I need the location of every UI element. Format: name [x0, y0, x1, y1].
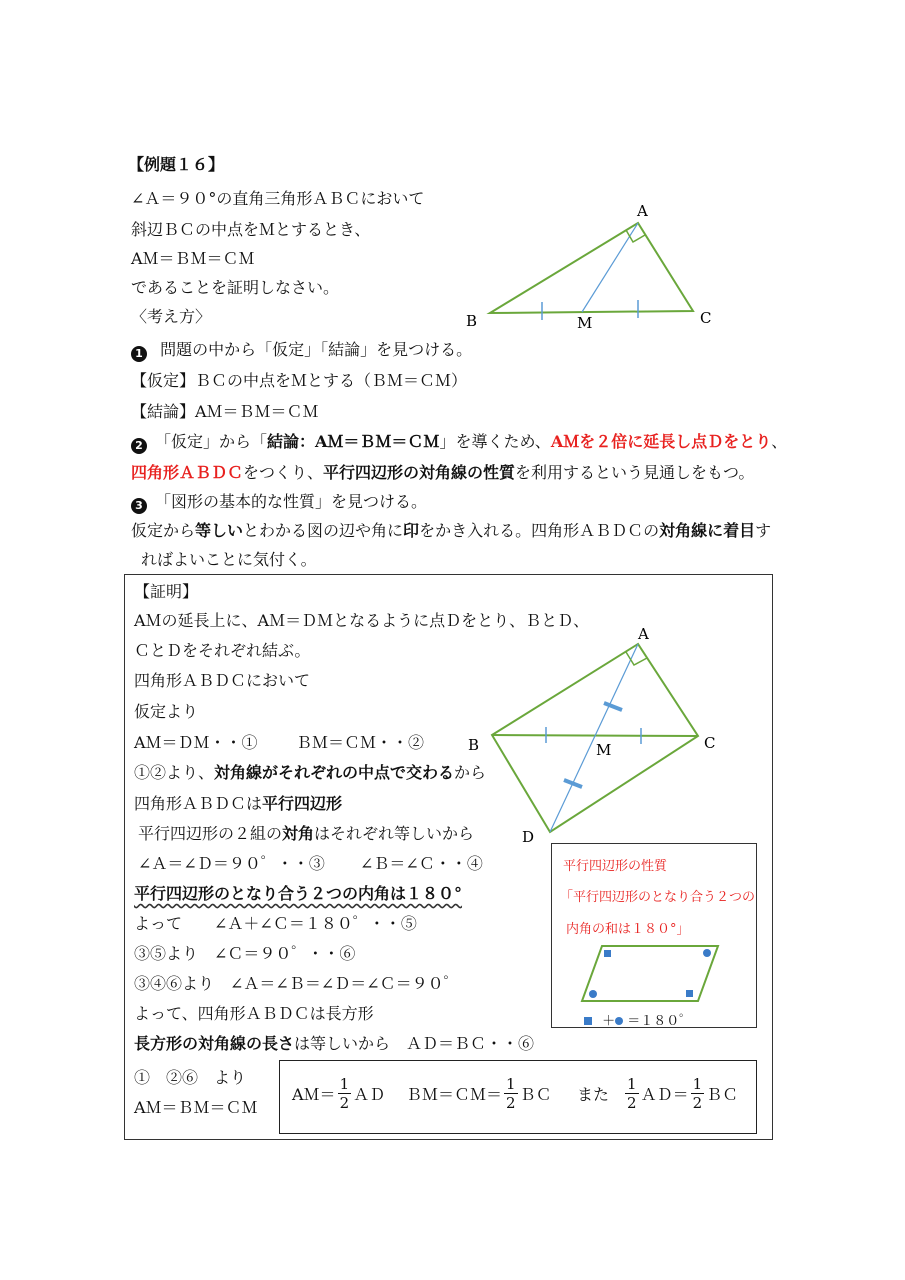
angle-circle-mark — [589, 990, 597, 998]
problem-line: 斜辺ＢＣの中点をＭとするとき、 — [131, 220, 371, 239]
proof-line: 仮定より — [134, 702, 199, 721]
approach-step-2: 2 「仮定」から「結論：AＭ＝ＢＭ＝ＣＭ」を導くため、AＭを２倍に延長し点Ｄをとり、 — [131, 432, 787, 454]
approach-step-3-detail-cont: ればよいことに気付く。 — [141, 550, 317, 569]
proof-line: AＭ＝ＢＭ＝ＣＭ — [134, 1098, 258, 1117]
approach-step-3: 3 「図形の基本的な性質」を見つける。 — [131, 492, 427, 514]
proof-line: よって、四角形ＡＢＤＣは長方形 — [134, 1004, 374, 1023]
approach-step-2-cont: 四角形ＡＢＤＣをつくり、平行四辺形の対角線の性質を利用するという見通しをもつ。 — [131, 463, 755, 482]
approach-header: 〈考え方〉 — [131, 307, 212, 326]
label-d: D — [522, 828, 535, 846]
approach-step-1: 1 問題の中から「仮定」「結論」を見つける。 — [131, 340, 472, 362]
step-number-3: 3 — [131, 498, 147, 514]
equation-bm-cm: ＢＭ＝ＣＭ＝ $\frac{1}{2}$ ＢＣ — [406, 1075, 552, 1112]
conclusion: 【結論】AＭ＝ＢＭ＝ＣＭ — [131, 402, 319, 421]
angle-square-mark — [604, 950, 611, 957]
label-a: A — [638, 625, 649, 643]
quadrilateral-abdc — [492, 644, 698, 832]
proof-line: ① ②⑥ より — [134, 1068, 247, 1087]
assumption: 【仮定】ＢＣの中点をＭとする（ＢＭ＝ＣＭ） — [131, 371, 468, 390]
proof-line: 長方形の対角線の長さは等しいから ＡＤ＝ＢＣ・・⑥ — [134, 1034, 535, 1053]
problem-line: ∠Ａ＝９０°の直角三角形ＡＢＣにおいて — [131, 189, 425, 208]
triangle-figure — [460, 198, 720, 338]
proof-line: よって ∠Ａ＋∠Ｃ＝１８０゜・・⑤ — [134, 914, 417, 933]
property-title: 平行四辺形の性質 — [563, 859, 668, 874]
proof-line: AＭの延長上に、AＭ＝ＤＭとなるように点Ｄをとり、ＢとＤ、 — [134, 611, 590, 630]
label-m: M — [596, 741, 612, 759]
parallelogram — [582, 946, 718, 1001]
step-number-1: 1 — [131, 346, 147, 362]
label-m: M — [577, 314, 593, 332]
proof-line: ＢＭ＝ＣＭ・・② — [296, 733, 425, 752]
equation-ad-bc: また $\frac{1}{2}$ ＡＤ＝ $\frac{1}{2}$ ＢＣ — [577, 1075, 739, 1112]
double-tick-mark — [604, 703, 622, 710]
label-c: C — [704, 734, 716, 752]
parallelogram-diagram — [580, 938, 730, 1008]
equation-am: AＭ＝ $\frac{1}{2}$ ＡＤ — [292, 1075, 386, 1112]
proof-line: ③⑤より ∠Ｃ＝９０゜・・⑥ — [134, 944, 356, 963]
label-b: B — [468, 736, 480, 754]
label-b: B — [466, 312, 478, 330]
angle-legend: ＋ ＝１８０゜ — [584, 1010, 692, 1029]
square-icon — [584, 1017, 592, 1025]
approach-step-3-detail: 仮定から等しいとわかる図の辺や角に印をかき入れる。四角形ＡＢＤＣの対角線に着目す — [131, 521, 772, 540]
proof-line: 四角形ＡＢＤＣは平行四辺形 — [134, 794, 343, 813]
proof-line: AＭ＝ＤＭ・・① — [134, 733, 258, 752]
problem-line: であることを証明しなさい。 — [131, 278, 340, 297]
angle-square-mark — [686, 990, 693, 997]
problem-line: AＭ＝ＢＭ＝ＣＭ — [131, 249, 255, 268]
problem-title: 【例題１６】 — [128, 155, 225, 174]
proof-line-key-property: 平行四辺形のとなり合う２つの内角は１８０° — [134, 884, 463, 903]
result-box — [279, 1060, 757, 1134]
proof-line: 平行四辺形の２組の対角はそれぞれ等しいから — [138, 824, 475, 843]
property-quote: 「平行四辺形のとなり合う２つの — [560, 890, 756, 905]
circle-icon — [615, 1017, 623, 1025]
right-angle-mark — [626, 230, 645, 242]
double-tick-mark — [564, 780, 582, 787]
proof-line: ＣとＤをそれぞれ結ぶ。 — [134, 641, 311, 660]
property-quote: 内角の和は１８０°」 — [566, 922, 690, 937]
triangle-abc — [490, 223, 693, 313]
proof-line: 四角形ＡＢＤＣにおいて — [134, 671, 311, 690]
proof-title: 【証明】 — [134, 582, 199, 601]
proof-line: ①②より、対角線がそれぞれの中点で交わるから — [134, 763, 487, 782]
label-c: C — [700, 309, 712, 327]
proof-line: ∠Ａ＝∠Ｄ＝９０゜・・③ — [138, 854, 325, 873]
rectangle-figure — [460, 622, 730, 847]
angle-circle-mark — [703, 949, 711, 957]
label-a: A — [637, 202, 648, 220]
proof-line: ③④⑥より ∠Ａ＝∠Ｂ＝∠Ｄ＝∠Ｃ＝９０゜ — [134, 974, 460, 993]
proof-line: ∠Ｂ＝∠Ｃ・・④ — [360, 854, 483, 873]
step-number-2: 2 — [131, 438, 147, 454]
